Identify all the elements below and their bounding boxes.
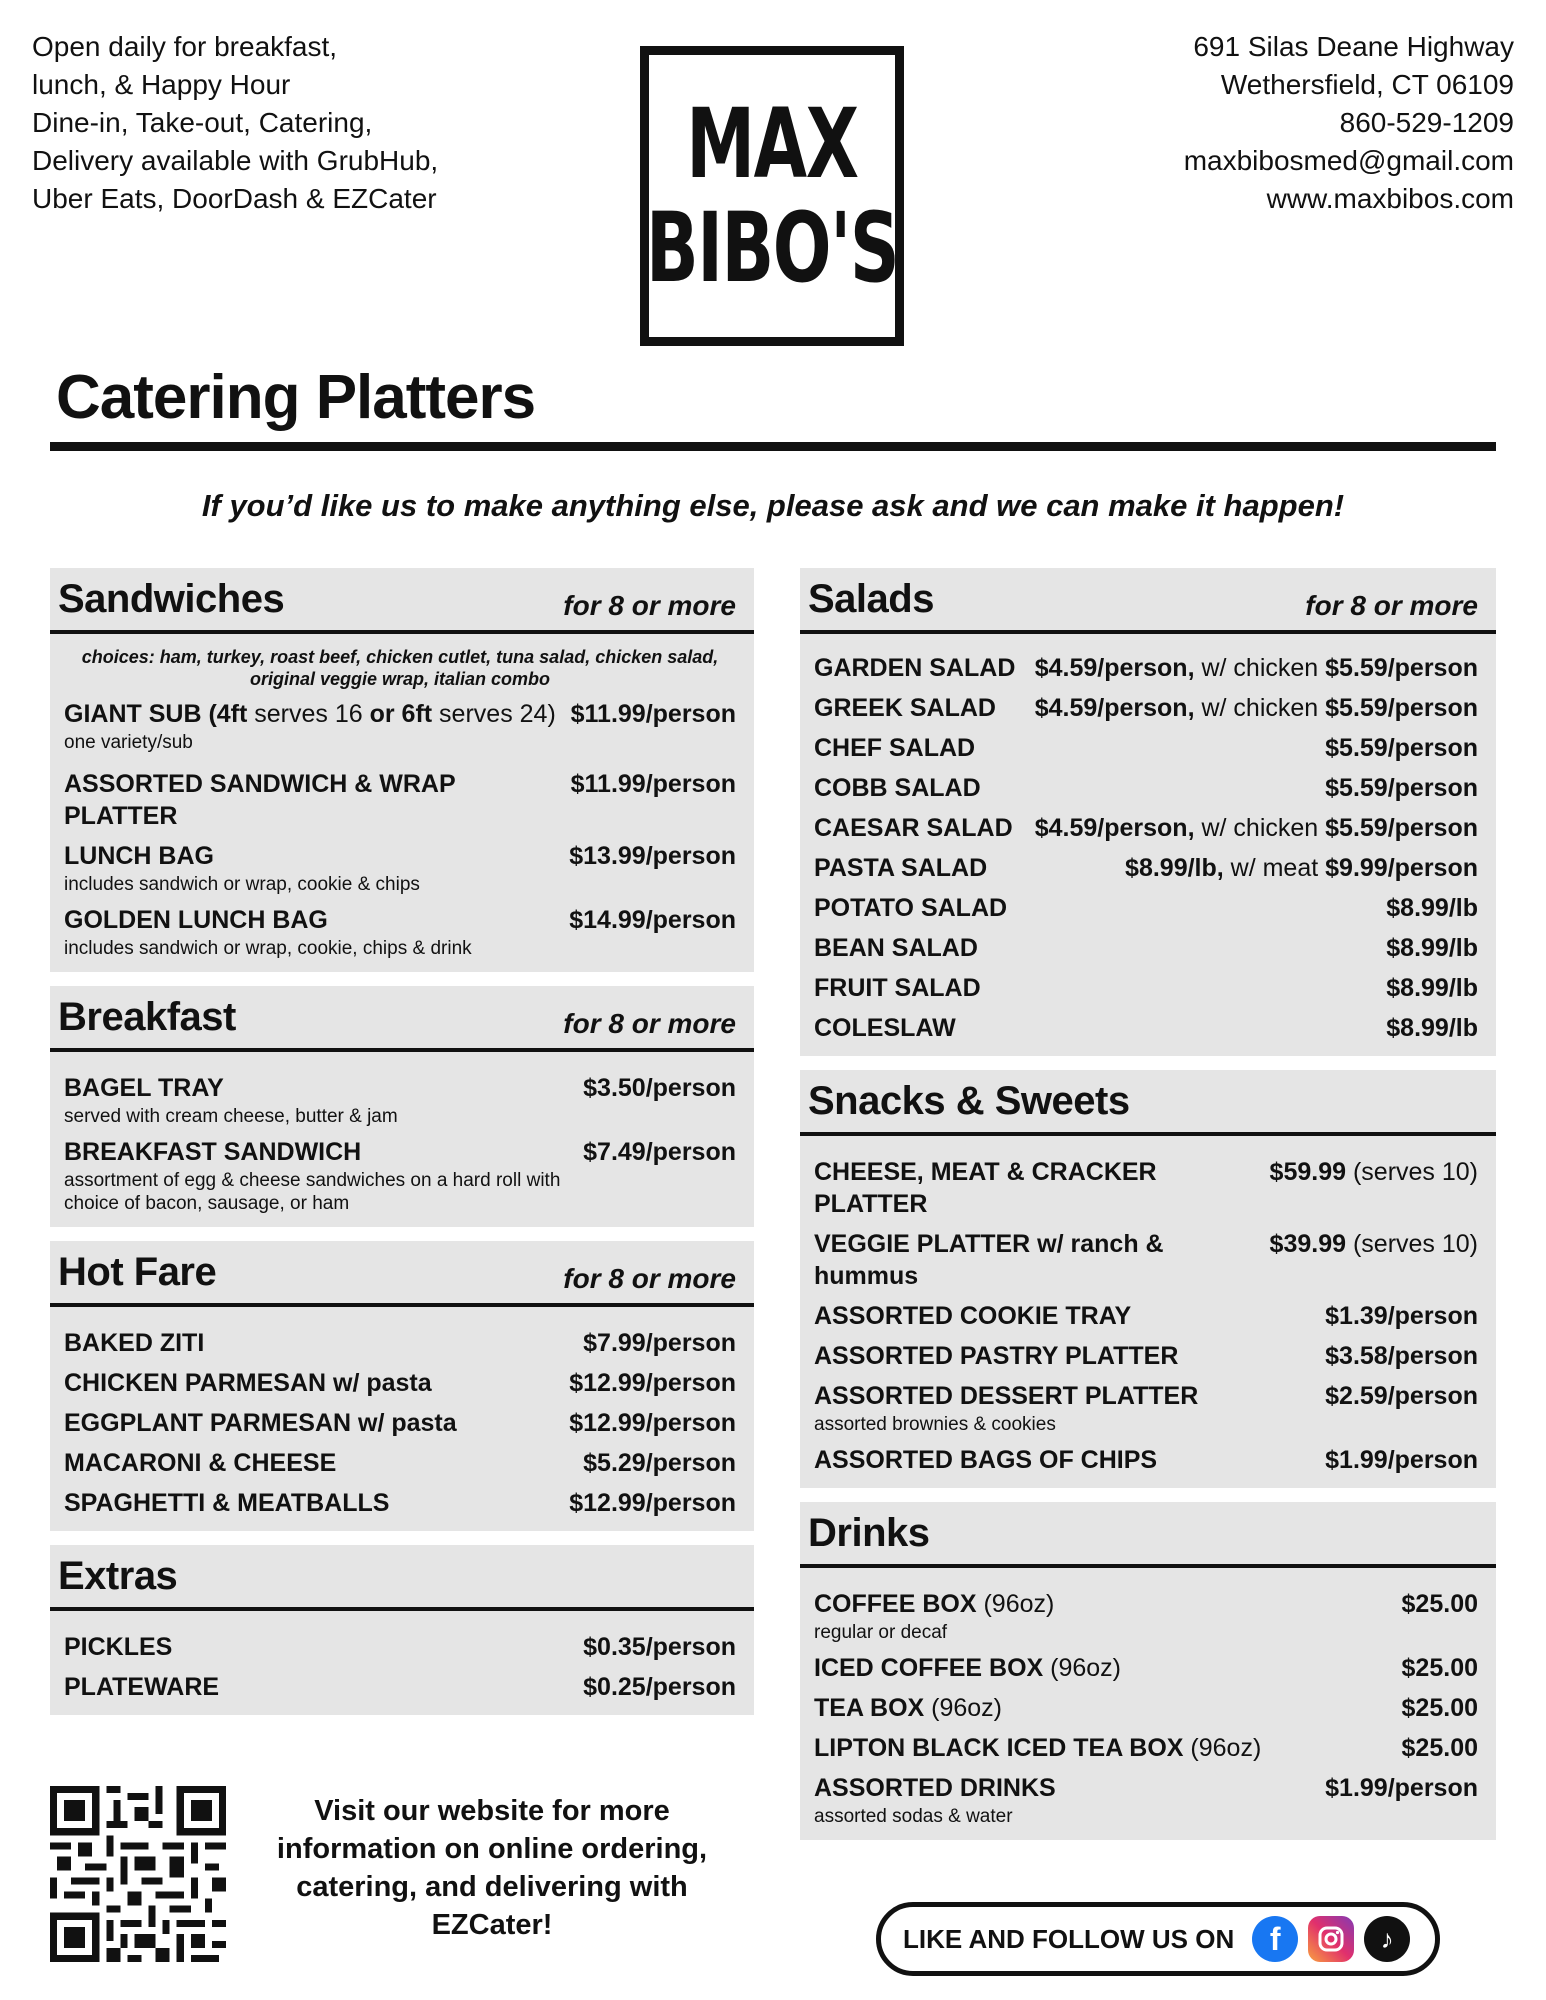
item-name: BEAN SALAD <box>814 934 978 962</box>
item-price: $11.99/person <box>570 700 736 728</box>
item-price: $4.59/person, w/ chicken $5.59/person <box>1034 654 1478 682</box>
item-price: $5.59/person <box>1325 774 1478 802</box>
title-divider <box>50 442 1496 451</box>
item-price: $0.25/person <box>583 1673 736 1701</box>
item-price: $5.29/person <box>583 1449 736 1477</box>
item-name: PICKLES <box>64 1633 173 1661</box>
item-price: $25.00 <box>1401 1694 1478 1722</box>
item-name: COLESLAW <box>814 1014 956 1042</box>
hot-fare-section <box>50 1241 754 1531</box>
menu-item <box>64 1487 736 1519</box>
item-name: ASSORTED DESSERT PLATTER <box>814 1382 1199 1410</box>
menu-item <box>64 768 736 832</box>
social-follow-banner <box>876 1902 1440 1976</box>
menu-item <box>814 892 1478 924</box>
menu-item <box>814 1444 1478 1476</box>
extras-section <box>50 1545 754 1715</box>
item-name: LIPTON BLACK ICED TEA BOX (96oz) <box>814 1734 1262 1762</box>
menu-item <box>814 812 1478 844</box>
item-price: $8.99/lb <box>1386 894 1478 922</box>
item-name: VEGGIE PLATTER w/ ranch & hummus <box>814 1230 1164 1290</box>
item-price: $1.99/person <box>1325 1774 1478 1802</box>
section-body <box>800 1136 1496 1488</box>
logo-line-1: MAX <box>686 88 858 200</box>
menu-item <box>64 1671 736 1703</box>
item-name: CAESAR SALAD <box>814 814 1013 842</box>
item-description: includes sandwich or wrap, cookie, chips & drink <box>64 938 472 959</box>
item-price: $13.99/person <box>569 842 736 870</box>
menu-item <box>814 1300 1478 1332</box>
section-header <box>800 568 1496 634</box>
item-price: $12.99/person <box>569 1409 736 1437</box>
menu-item <box>814 692 1478 724</box>
menu-item <box>64 1136 736 1215</box>
email-address: maxbibosmed@gmail.com <box>1183 145 1514 176</box>
visit-website-text: Visit our website for more information on online ordering, catering, and delivering with EZCater! <box>276 1795 708 1941</box>
item-name: GREEK SALAD <box>814 694 996 722</box>
menu-item <box>814 1588 1478 1644</box>
drinks-section <box>800 1502 1496 1840</box>
item-price: $25.00 <box>1401 1734 1478 1762</box>
section-title: Snacks & Sweets <box>808 1079 1130 1123</box>
tiktok-icon[interactable]: ♪ <box>1364 1916 1410 1962</box>
menu-item <box>814 1012 1478 1044</box>
item-name: CHEF SALAD <box>814 734 976 762</box>
item-name: PLATEWARE <box>64 1673 220 1701</box>
menu-item <box>814 852 1478 884</box>
item-price: $8.99/lb, w/ meat $9.99/person <box>1125 854 1478 882</box>
section-body <box>50 634 754 972</box>
menu-item <box>814 772 1478 804</box>
item-name: MACARONI & CHEESE <box>64 1449 337 1477</box>
item-description: one variety/sub <box>64 732 193 753</box>
item-name: BAKED ZITI <box>64 1329 205 1357</box>
section-body <box>800 634 1496 1056</box>
menu-item <box>814 1380 1478 1436</box>
item-price: $59.99 (serves 10) <box>1269 1158 1478 1186</box>
contact-info <box>1184 28 1514 218</box>
section-header <box>800 1502 1496 1568</box>
menu-item <box>64 1367 736 1399</box>
item-price: $0.35/person <box>583 1633 736 1661</box>
item-description: assorted sodas & water <box>814 1806 1013 1827</box>
item-price: $14.99/person <box>569 906 736 934</box>
section-title: Extras <box>58 1554 178 1598</box>
item-name: SPAGHETTI & MEATBALLS <box>64 1489 390 1517</box>
item-price: $3.50/person <box>583 1074 736 1102</box>
item-name: ICED COFFEE BOX (96oz) <box>814 1654 1121 1682</box>
menu-item <box>814 972 1478 1004</box>
sandwiches-section <box>50 568 754 972</box>
info-line: Delivery available with GrubHub, <box>32 145 439 176</box>
info-line: Open daily for breakfast, <box>32 31 338 62</box>
item-price: $11.99/person <box>570 770 736 798</box>
menu-item <box>64 1447 736 1479</box>
item-price: $5.59/person <box>1325 734 1478 762</box>
item-name: GIANT SUB (4ft serves 16 or 6ft serves 24) <box>64 700 556 728</box>
item-description: assortment of egg & cheese sandwiches on a hard roll with choice of bacon, sausage, or ham <box>64 1170 561 1214</box>
website-url: www.maxbibos.com <box>1266 183 1514 214</box>
section-note: for 8 or more <box>563 1263 736 1294</box>
item-price: $12.99/person <box>569 1369 736 1397</box>
section-header <box>50 1241 754 1307</box>
facebook-icon[interactable]: f <box>1252 1916 1298 1962</box>
section-body <box>50 1611 754 1715</box>
item-name: ASSORTED BAGS OF CHIPS <box>814 1446 1158 1474</box>
item-name: ASSORTED PASTRY PLATTER <box>814 1342 1179 1370</box>
right-column <box>800 568 1496 1854</box>
max-bibos-logo <box>640 46 904 346</box>
section-header <box>50 568 754 634</box>
item-name: ASSORTED DRINKS <box>814 1774 1056 1802</box>
item-name: LUNCH BAG <box>64 842 214 870</box>
item-name: CHICKEN PARMESAN w/ pasta <box>64 1369 432 1397</box>
info-line: Dine-in, Take-out, Catering, <box>32 107 373 138</box>
info-line: Uber Eats, DoorDash & EZCater <box>32 183 437 214</box>
item-price: $2.59/person <box>1325 1382 1478 1410</box>
section-title: Drinks <box>808 1511 930 1555</box>
logo-line-2: BIBO'S <box>645 192 899 304</box>
menu-item <box>64 1072 736 1128</box>
item-price: $3.58/person <box>1325 1342 1478 1370</box>
menu-item <box>64 1327 736 1359</box>
menu-item <box>64 904 736 960</box>
item-name: PASTA SALAD <box>814 854 988 882</box>
menu-item <box>814 732 1478 764</box>
section-note: for 8 or more <box>563 590 736 621</box>
section-body <box>50 1307 754 1531</box>
item-name: TEA BOX (96oz) <box>814 1694 1003 1722</box>
section-title: Breakfast <box>58 995 236 1039</box>
section-body <box>800 1568 1496 1840</box>
item-name: GARDEN SALAD <box>814 654 1016 682</box>
item-name: BAGEL TRAY <box>64 1074 224 1102</box>
section-header <box>50 1545 754 1611</box>
hours-info <box>32 28 438 218</box>
item-price: $39.99 (serves 10) <box>1269 1230 1478 1258</box>
instagram-glyph <box>1316 1924 1346 1954</box>
item-name: COFFEE BOX (96oz) <box>814 1590 1055 1618</box>
item-price: $12.99/person <box>569 1489 736 1517</box>
item-price: $1.39/person <box>1325 1302 1478 1330</box>
menu-item <box>814 1156 1478 1220</box>
item-price: $8.99/lb <box>1386 1014 1478 1042</box>
page-title: Catering Platters <box>56 363 536 432</box>
item-price: $25.00 <box>1401 1654 1478 1682</box>
menu-item <box>814 1772 1478 1828</box>
menu-item <box>814 1692 1478 1724</box>
item-name: CHEESE, MEAT & CRACKER PLATTER <box>814 1158 1157 1218</box>
section-note: for 8 or more <box>1305 590 1478 621</box>
left-column <box>50 568 754 1729</box>
instagram-icon[interactable] <box>1308 1916 1354 1962</box>
menu-item <box>64 698 736 754</box>
social-text: LIKE AND FOLLOW US ON <box>903 1923 1235 1954</box>
section-header <box>50 986 754 1052</box>
header <box>0 0 1546 360</box>
item-price: $8.99/lb <box>1386 974 1478 1002</box>
item-price: $1.99/person <box>1325 1446 1478 1474</box>
item-name: ASSORTED COOKIE TRAY <box>814 1302 1132 1330</box>
item-description: regular or decaf <box>814 1622 948 1643</box>
phone-number: 860-529-1209 <box>1339 107 1514 138</box>
menu-item <box>814 932 1478 964</box>
item-name: BREAKFAST SANDWICH <box>64 1138 362 1166</box>
menu-item <box>814 1652 1478 1684</box>
breakfast-section <box>50 986 754 1227</box>
snacks-sweets-section <box>800 1070 1496 1488</box>
sandwich-choices: choices: ham, turkey, roast beef, chicken cutlet, tuna salad, chicken salad, original veggie wrap, italian combo <box>81 647 719 689</box>
item-description: includes sandwich or wrap, cookie & chips <box>64 874 420 895</box>
salads-section <box>800 568 1496 1056</box>
item-price: $8.99/lb <box>1386 934 1478 962</box>
item-price: $7.99/person <box>583 1329 736 1357</box>
item-price: $7.49/person <box>583 1138 736 1166</box>
menu-item <box>64 1631 736 1663</box>
section-note: for 8 or more <box>563 1008 736 1039</box>
menu-item <box>814 1732 1478 1764</box>
address-line: Wethersfield, CT 06109 <box>1220 69 1514 100</box>
item-name: EGGPLANT PARMESAN w/ pasta <box>64 1409 457 1437</box>
address-line: 691 Silas Deane Highway <box>1193 31 1514 62</box>
section-body <box>50 1052 754 1227</box>
item-description: assorted brownies & cookies <box>814 1414 1056 1435</box>
item-name: ASSORTED SANDWICH & WRAP PLATTER <box>64 770 456 830</box>
qr-code-icon[interactable] <box>50 1786 226 1962</box>
info-line: lunch, & Happy Hour <box>32 69 291 100</box>
menu-item <box>64 840 736 896</box>
section-title: Sandwiches <box>58 577 285 621</box>
item-name: COBB SALAD <box>814 774 981 802</box>
section-title: Salads <box>808 577 934 621</box>
section-header <box>800 1070 1496 1136</box>
item-name: GOLDEN LUNCH BAG <box>64 906 328 934</box>
item-name: FRUIT SALAD <box>814 974 981 1002</box>
item-description: served with cream cheese, butter & jam <box>64 1106 398 1127</box>
item-price: $4.59/person, w/ chicken $5.59/person <box>1034 814 1478 842</box>
tagline: If you’d like us to make anything else, please ask and we can make it happen! <box>201 488 1345 523</box>
menu-item <box>814 652 1478 684</box>
item-price: $25.00 <box>1401 1590 1478 1618</box>
item-name: POTATO SALAD <box>814 894 1008 922</box>
menu-item <box>814 1228 1478 1292</box>
item-price: $4.59/person, w/ chicken $5.59/person <box>1034 694 1478 722</box>
section-title: Hot Fare <box>58 1250 217 1294</box>
menu-item <box>814 1340 1478 1372</box>
menu-item <box>64 1407 736 1439</box>
